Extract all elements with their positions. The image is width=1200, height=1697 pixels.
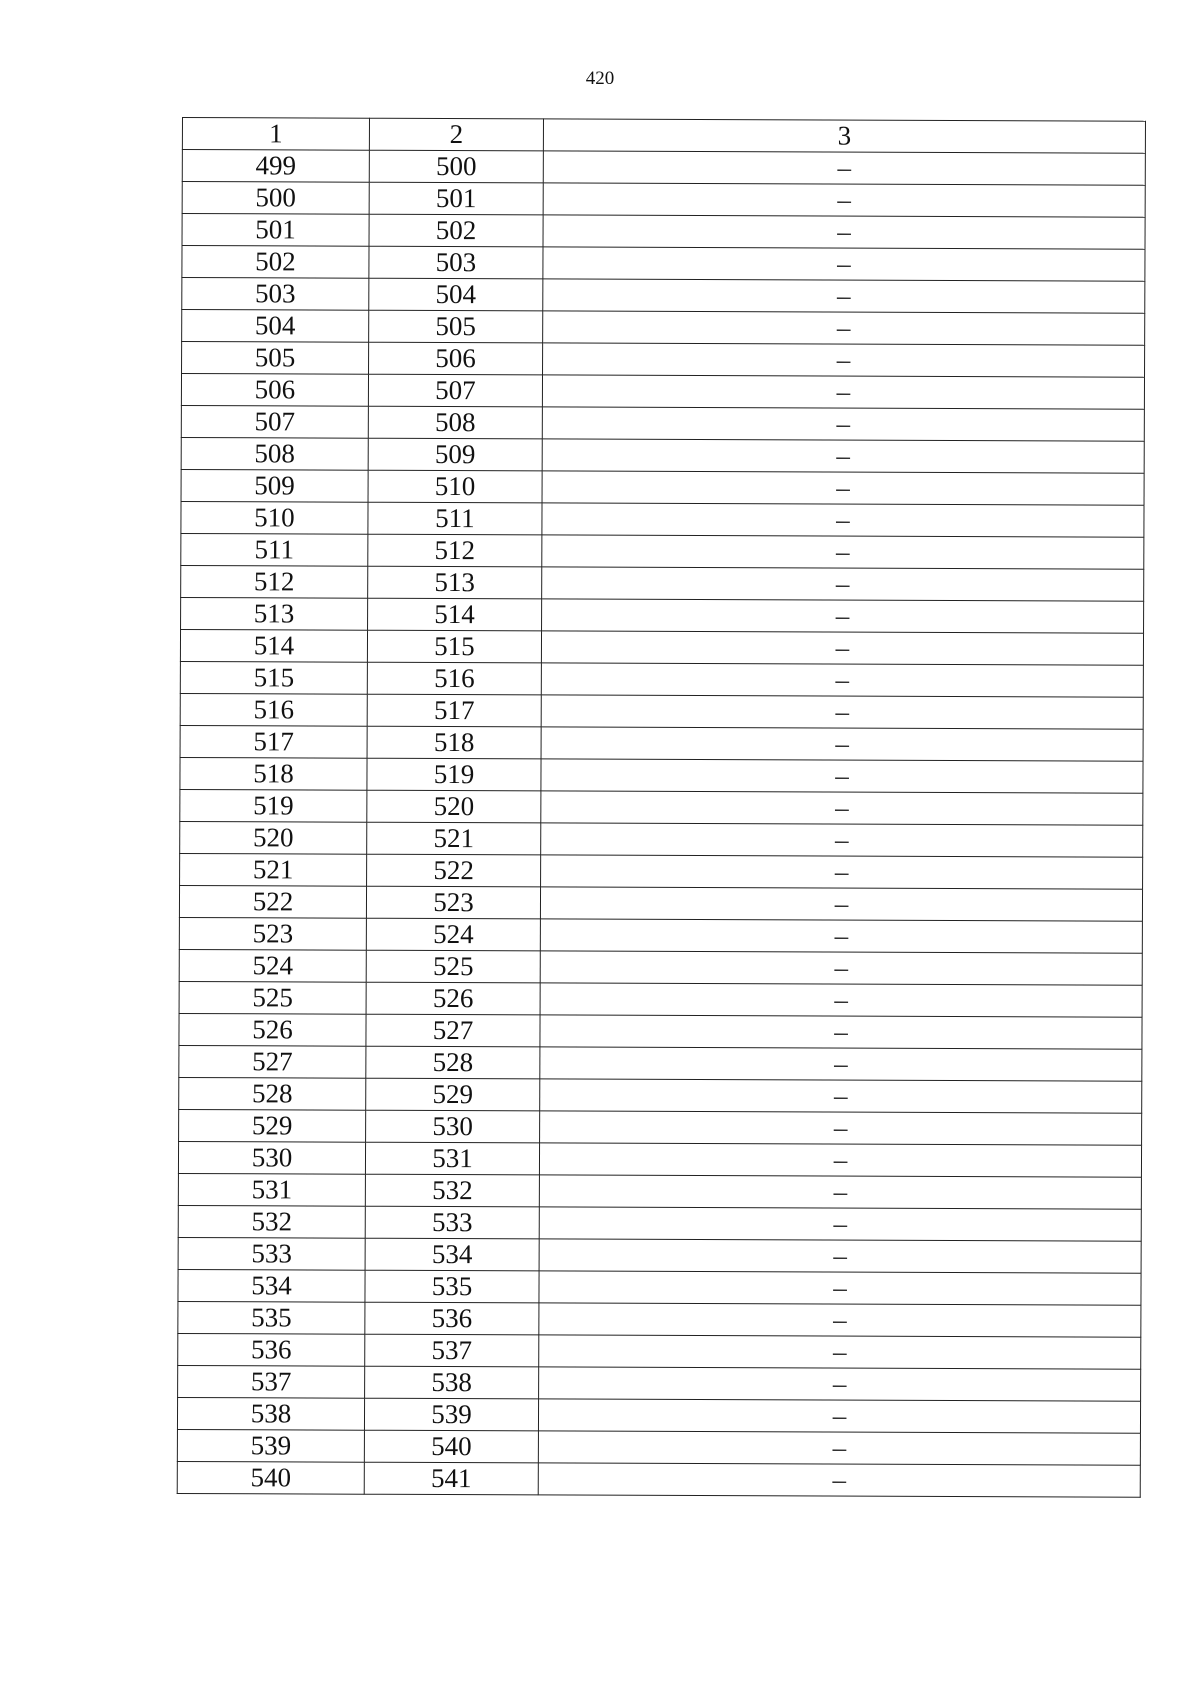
from-cell: 512	[181, 565, 368, 598]
from-cell: 530	[178, 1141, 365, 1174]
header-cell-3: 3	[543, 119, 1145, 153]
to-cell: 536	[365, 1302, 539, 1335]
from-cell: 534	[178, 1269, 365, 1302]
from-cell: 532	[178, 1205, 365, 1238]
data-table	[177, 117, 1146, 1498]
to-cell: 518	[367, 726, 541, 759]
table-row	[179, 949, 1142, 985]
to-cell: 509	[368, 438, 542, 471]
table-row	[179, 917, 1142, 953]
from-cell: 501	[182, 214, 369, 247]
table-row	[180, 789, 1143, 825]
from-cell: 500	[182, 182, 369, 215]
value-cell: –	[543, 311, 1145, 345]
to-cell: 535	[365, 1270, 539, 1303]
value-cell: –	[541, 663, 1143, 697]
table-row	[178, 1141, 1141, 1177]
to-cell: 514	[368, 598, 542, 631]
to-cell: 534	[365, 1238, 539, 1271]
table-row	[178, 1269, 1141, 1305]
table-row	[180, 757, 1143, 793]
to-cell: 501	[369, 182, 543, 215]
table-row	[180, 725, 1143, 761]
to-cell: 528	[366, 1046, 540, 1079]
value-cell: –	[542, 407, 1144, 441]
value-cell: –	[542, 535, 1144, 569]
table-row	[182, 182, 1145, 218]
table-row	[181, 597, 1144, 633]
to-cell: 510	[368, 470, 542, 503]
table-row	[181, 405, 1144, 441]
from-cell: 537	[178, 1365, 365, 1398]
value-cell: –	[539, 1303, 1141, 1337]
value-cell: –	[541, 823, 1143, 857]
value-cell: –	[541, 759, 1143, 793]
to-cell: 537	[365, 1334, 539, 1367]
to-cell: 502	[369, 214, 543, 247]
to-cell: 521	[367, 822, 541, 855]
to-cell: 523	[366, 886, 540, 919]
table-row	[182, 150, 1145, 186]
to-cell: 526	[366, 982, 540, 1015]
table-row	[182, 342, 1145, 378]
value-cell: –	[540, 887, 1142, 921]
value-cell: –	[542, 471, 1144, 505]
to-cell: 513	[368, 566, 542, 599]
to-cell: 504	[369, 278, 543, 311]
table-row	[179, 1045, 1142, 1081]
table-row	[177, 1429, 1140, 1465]
to-cell: 503	[369, 246, 543, 279]
value-cell: –	[542, 599, 1144, 633]
value-cell: –	[541, 855, 1143, 889]
to-cell: 532	[365, 1174, 539, 1207]
from-cell: 520	[180, 821, 367, 854]
to-cell: 519	[367, 758, 541, 791]
to-cell: 538	[365, 1366, 539, 1399]
from-cell: 533	[178, 1237, 365, 1270]
value-cell: –	[542, 503, 1144, 537]
to-cell: 511	[368, 502, 542, 535]
value-cell: –	[540, 951, 1142, 985]
to-cell: 527	[366, 1014, 540, 1047]
table-row	[182, 246, 1145, 282]
from-cell: 522	[179, 885, 366, 918]
value-cell: –	[538, 1431, 1140, 1465]
table-row	[182, 310, 1145, 346]
value-cell: –	[543, 343, 1145, 377]
to-cell: 516	[367, 662, 541, 695]
from-cell: 524	[179, 949, 366, 982]
from-cell: 536	[178, 1333, 365, 1366]
table-row	[178, 1173, 1141, 1209]
from-cell: 505	[182, 342, 369, 375]
table-row	[180, 629, 1143, 665]
to-cell: 517	[367, 694, 541, 727]
table-row	[178, 1365, 1141, 1401]
value-cell: –	[541, 791, 1143, 825]
value-cell: –	[539, 1207, 1141, 1241]
value-cell: –	[543, 247, 1145, 281]
from-cell: 526	[179, 1013, 366, 1046]
table-row	[177, 1461, 1140, 1497]
to-cell: 500	[369, 150, 543, 183]
value-cell: –	[541, 727, 1143, 761]
to-cell: 515	[367, 630, 541, 663]
to-cell: 508	[368, 406, 542, 439]
from-cell: 535	[178, 1301, 365, 1334]
value-cell: –	[539, 1271, 1141, 1305]
table-row	[177, 1397, 1140, 1433]
from-cell: 519	[180, 789, 367, 822]
table-row	[181, 565, 1144, 601]
from-cell: 529	[179, 1109, 366, 1142]
to-cell: 522	[367, 854, 541, 887]
table-row	[178, 1237, 1141, 1273]
from-cell: 511	[181, 533, 368, 566]
value-cell: –	[540, 1079, 1142, 1113]
to-cell: 539	[364, 1398, 538, 1431]
from-cell: 527	[179, 1045, 366, 1078]
from-cell: 503	[182, 278, 369, 311]
value-cell: –	[540, 983, 1142, 1017]
table-row	[181, 533, 1144, 569]
value-cell: –	[543, 183, 1145, 217]
from-cell: 540	[177, 1461, 364, 1494]
from-cell: 521	[180, 853, 367, 886]
header-cell-1: 1	[182, 118, 369, 151]
table-row	[180, 853, 1143, 889]
from-cell: 514	[180, 629, 367, 662]
from-cell: 504	[182, 310, 369, 343]
to-cell: 541	[364, 1462, 538, 1495]
header-row	[182, 118, 1145, 154]
table-row	[178, 1333, 1141, 1369]
table-row	[181, 501, 1144, 537]
header-cell-2: 2	[369, 118, 543, 151]
from-cell: 518	[180, 757, 367, 790]
table-row	[178, 1301, 1141, 1337]
table-row	[179, 885, 1142, 921]
value-cell: –	[543, 151, 1145, 185]
value-cell: –	[539, 1367, 1141, 1401]
value-cell: –	[540, 1015, 1142, 1049]
table-row	[178, 1205, 1141, 1241]
table-row	[181, 437, 1144, 473]
value-cell: –	[538, 1463, 1140, 1497]
value-cell: –	[540, 919, 1142, 953]
table-row	[179, 981, 1142, 1017]
value-cell: –	[542, 567, 1144, 601]
table-row	[179, 1077, 1142, 1113]
to-cell: 540	[364, 1430, 538, 1463]
table-row	[180, 661, 1143, 697]
to-cell: 530	[366, 1110, 540, 1143]
value-cell: –	[542, 375, 1144, 409]
from-cell: 510	[181, 501, 368, 534]
to-cell: 505	[369, 310, 543, 343]
table-row	[182, 278, 1145, 314]
value-cell: –	[542, 439, 1144, 473]
value-cell: –	[539, 1239, 1141, 1273]
from-cell: 508	[181, 437, 368, 470]
value-cell: –	[539, 1175, 1141, 1209]
page-number: 420	[585, 68, 615, 89]
from-cell: 523	[179, 917, 366, 950]
value-cell: –	[541, 631, 1143, 665]
from-cell: 509	[181, 469, 368, 502]
value-cell: –	[539, 1335, 1141, 1369]
value-cell: –	[540, 1047, 1142, 1081]
from-cell: 531	[178, 1173, 365, 1206]
value-cell: –	[539, 1143, 1141, 1177]
to-cell: 506	[369, 342, 543, 375]
from-cell: 502	[182, 246, 369, 279]
to-cell: 524	[366, 918, 540, 951]
from-cell: 539	[177, 1429, 364, 1462]
value-cell: –	[541, 695, 1143, 729]
from-cell: 507	[181, 405, 368, 438]
value-cell: –	[538, 1399, 1140, 1433]
value-cell: –	[540, 1111, 1142, 1145]
table-row	[179, 1109, 1142, 1145]
value-cell: –	[543, 215, 1145, 249]
to-cell: 533	[365, 1206, 539, 1239]
from-cell: 538	[177, 1397, 364, 1430]
from-cell: 499	[182, 150, 369, 183]
to-cell: 512	[368, 534, 542, 567]
from-cell: 528	[179, 1077, 366, 1110]
table-body	[177, 118, 1145, 1498]
table-row	[180, 693, 1143, 729]
from-cell: 517	[180, 725, 367, 758]
value-cell: –	[543, 279, 1145, 313]
table-row	[180, 821, 1143, 857]
table-row	[182, 214, 1145, 250]
to-cell: 520	[367, 790, 541, 823]
table-row	[181, 469, 1144, 505]
from-cell: 516	[180, 693, 367, 726]
to-cell: 531	[365, 1142, 539, 1175]
to-cell: 529	[366, 1078, 540, 1111]
to-cell: 525	[366, 950, 540, 983]
from-cell: 513	[181, 597, 368, 630]
from-cell: 515	[180, 661, 367, 694]
table-row	[179, 1013, 1142, 1049]
from-cell: 525	[179, 981, 366, 1014]
table-row	[181, 374, 1144, 410]
from-cell: 506	[181, 374, 368, 407]
to-cell: 507	[368, 374, 542, 407]
